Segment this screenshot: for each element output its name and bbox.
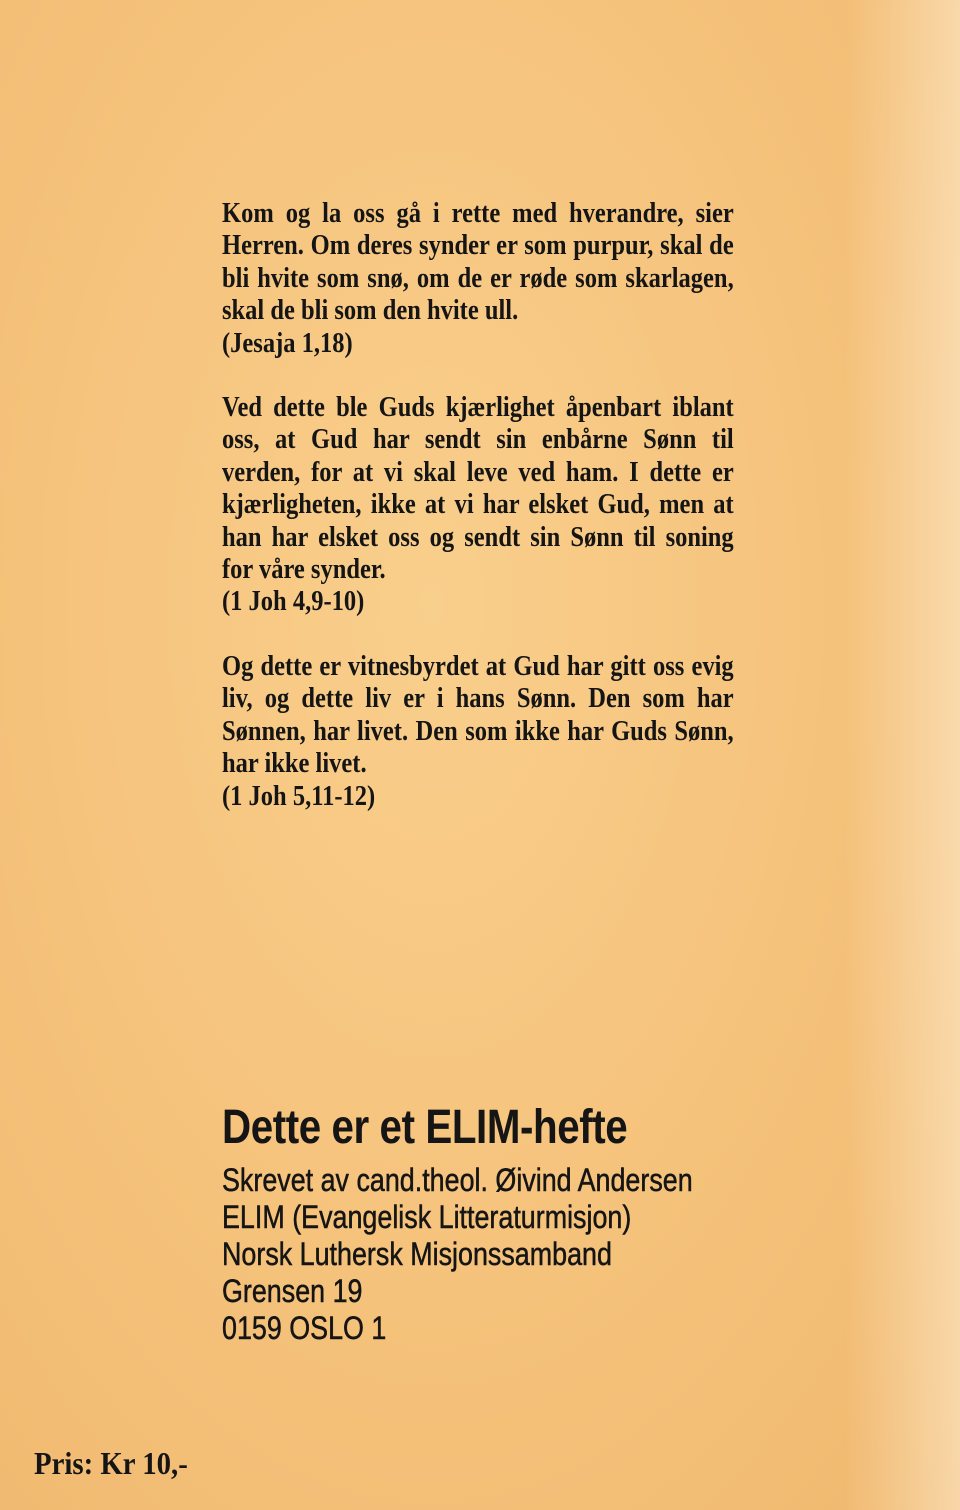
scripture-quotes [222, 198, 734, 845]
postal-address: 0159 OSLO 1 [222, 1310, 387, 1346]
scripture-block-3 [222, 650, 734, 813]
scripture-block-1 [222, 198, 734, 360]
verse-text: Ved dette ble Guds kjærlighet åpenbart iblant oss, at Gud har sendt sin enbårne Sønn til verden, for at vi skal leve ved ham. I dette er kjærligheten, ikke at vi har elsket Gud, men at han har elsket oss og sendt sin Sønn til soning for våre synder. [222, 392, 734, 586]
scripture-block-2 [222, 392, 734, 619]
verse-text: Kom og la oss gå i rette med hverandre, sier Herren. Om deres synder er som purpur, skal de bli hvite som snø, om de er røde som skarlagen, skal de bli som den hvite ull. [222, 198, 734, 327]
publisher-name: ELIM (Evangelisk Litteraturmisjon) [222, 1199, 632, 1235]
street-address: Grensen 19 [222, 1273, 363, 1309]
author-line: Skrevet av cand.theol. Øivind Andersen [222, 1162, 693, 1198]
verse-reference: (1 Joh 4,9-10) [222, 586, 365, 618]
publisher-info [222, 1100, 693, 1347]
series-headline: Dette er et ELIM-hefte [222, 1101, 628, 1154]
verse-text: Og dette er vitnesbyrdet at Gud har gitt oss evig liv, og dette liv er i hans Sønn. Den som har Sønnen, har livet. Den som ikke har Guds Sønn, har ikke livet. [222, 650, 734, 780]
organization-name: Norsk Luthersk Misjonssamband [222, 1236, 612, 1272]
verse-reference: (1 Joh 5,11-12) [222, 780, 376, 812]
verse-reference: (Jesaja 1,18) [222, 327, 353, 359]
price-label: Pris: Kr 10,- [34, 1445, 188, 1481]
